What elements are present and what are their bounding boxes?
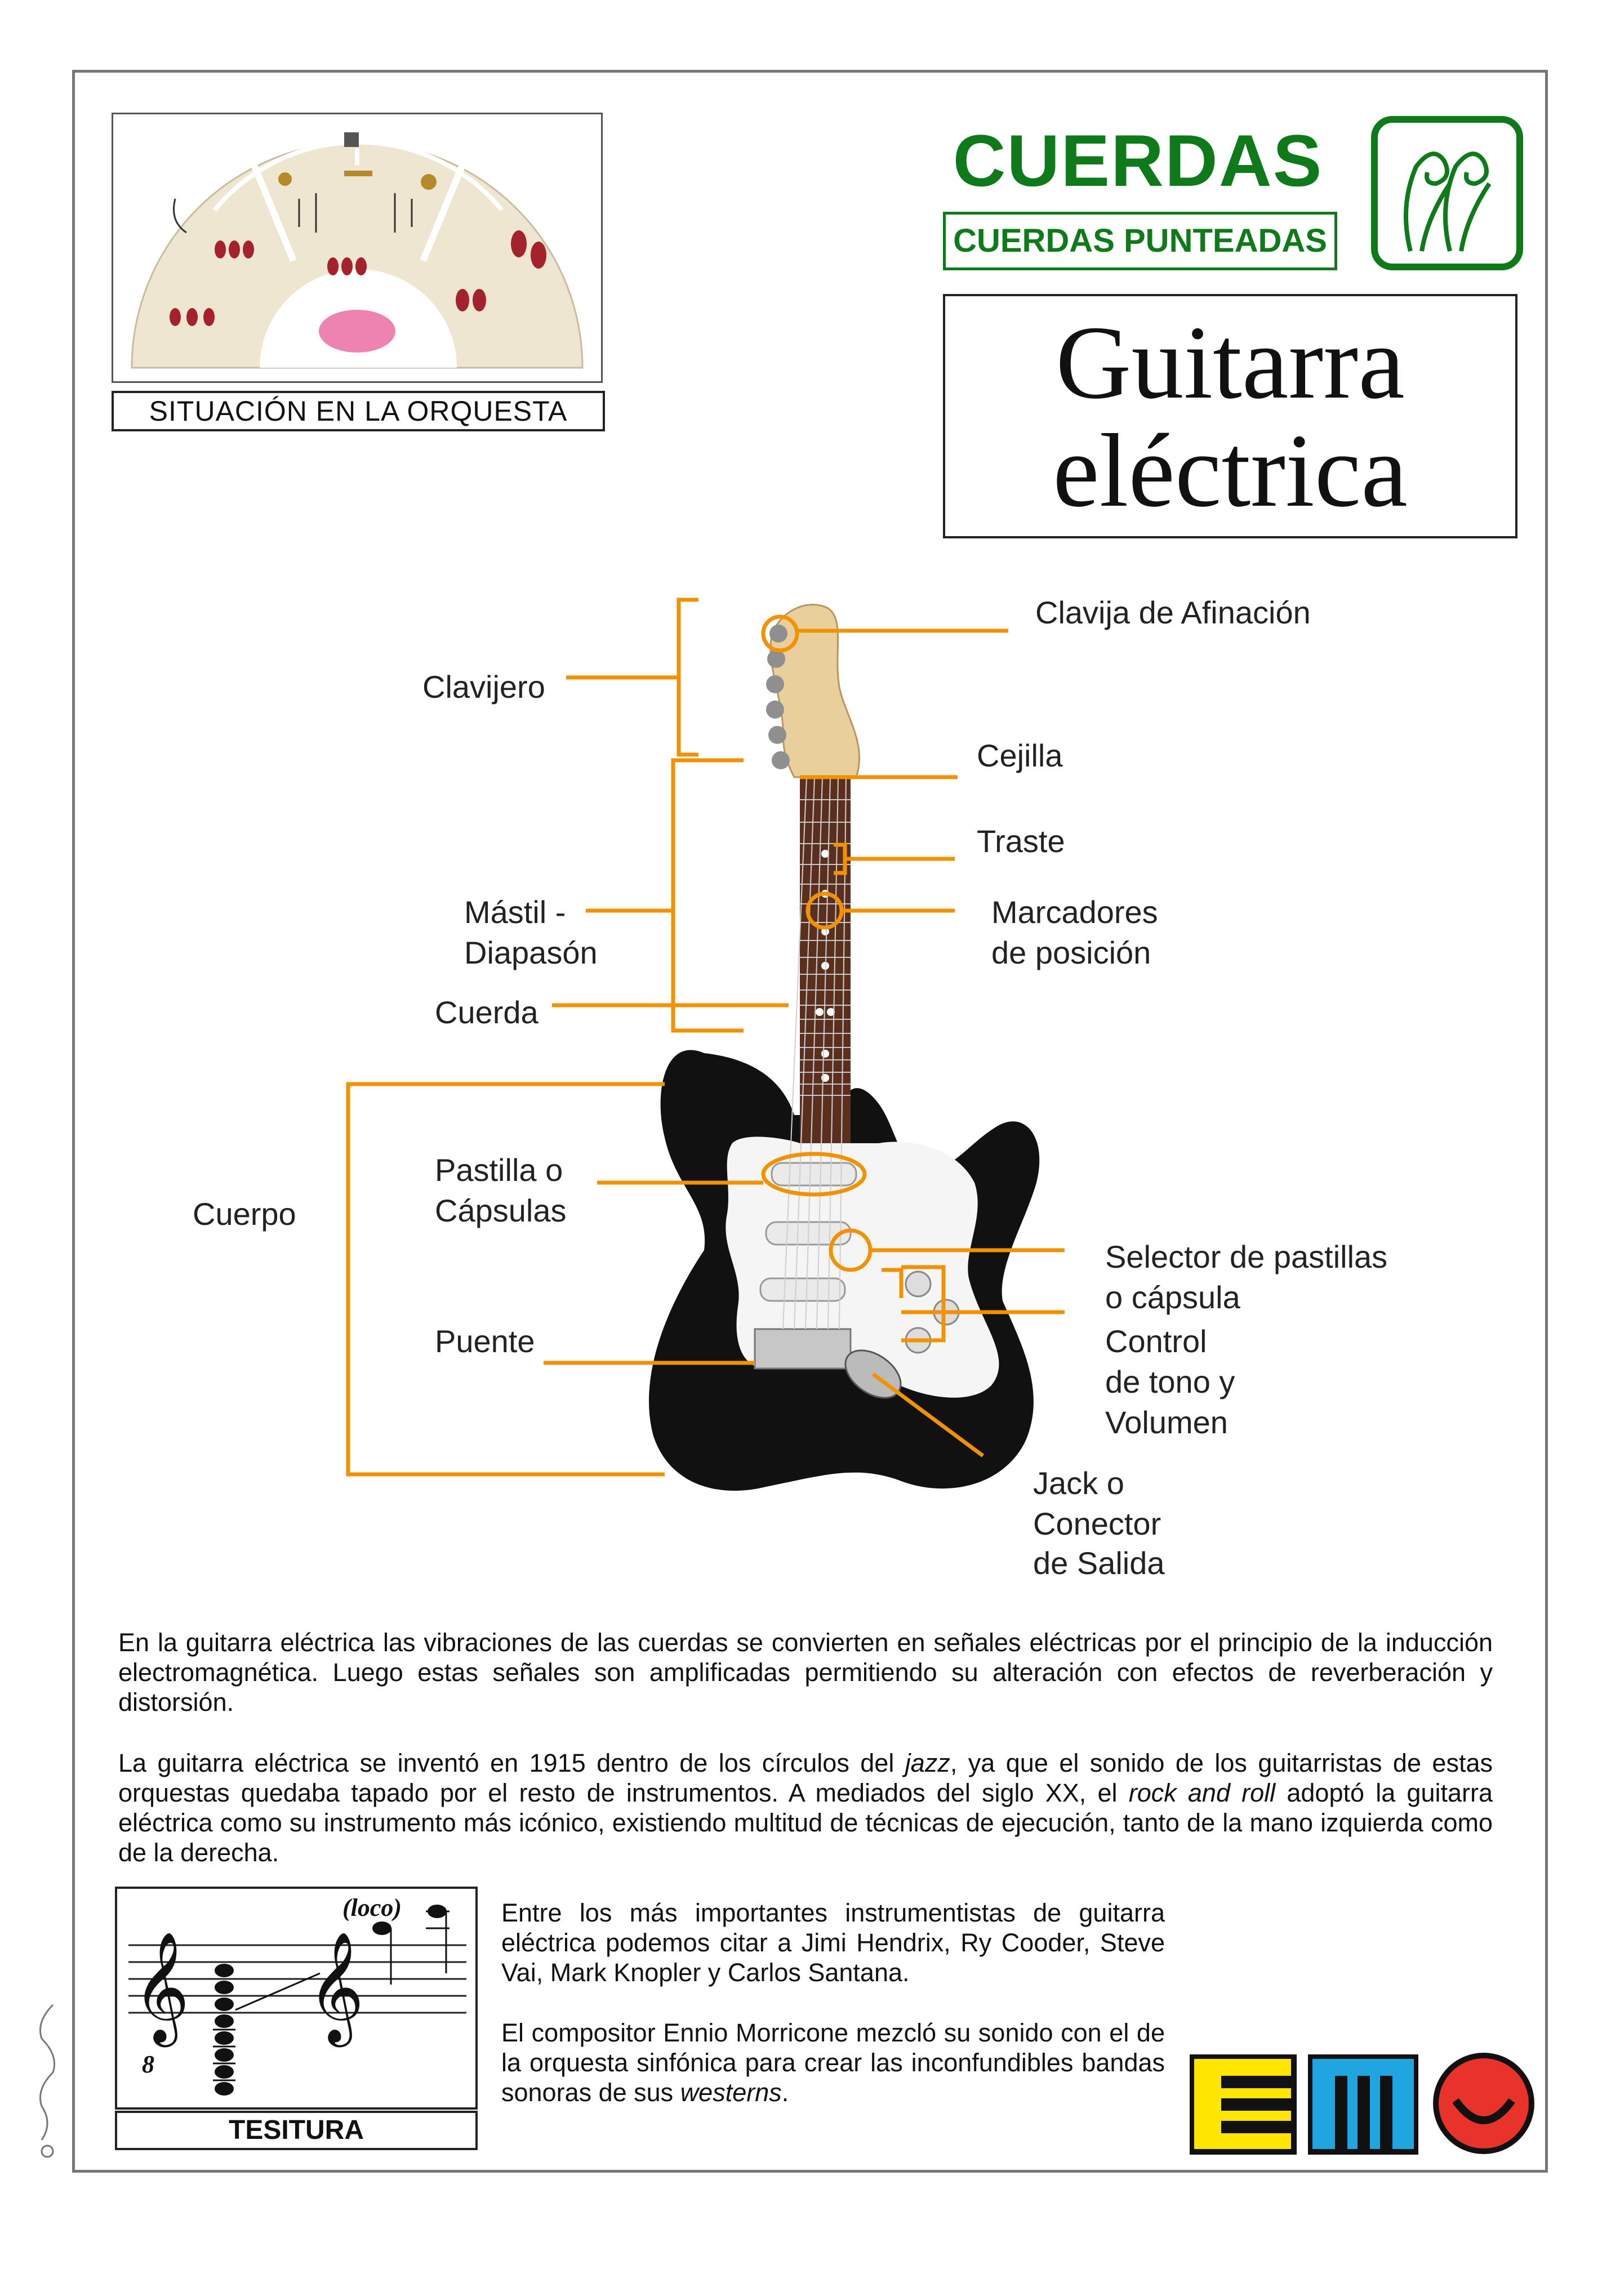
label-mastil-2: Diapasón bbox=[464, 935, 598, 970]
label-marcadores-2: de posición bbox=[991, 935, 1151, 970]
p2-text-b: , ya que el sonido de los guitarristas de estas orquestas quedaba tapado por el resto de instrumentos. A mediados del siglo XX, el bbox=[118, 1749, 1493, 1807]
treble-clef-icon-2: 𝄞 bbox=[308, 1931, 364, 2043]
strings-scroll-icon bbox=[1371, 116, 1523, 270]
label-cejilla: Cejilla bbox=[977, 738, 1063, 773]
orchestra-map bbox=[112, 113, 603, 383]
label-pastilla-2: Cápsulas bbox=[435, 1193, 567, 1228]
copyright-mark bbox=[30, 1971, 64, 2163]
label-jack-1: Jack o bbox=[1033, 1465, 1124, 1501]
label-traste: Traste bbox=[977, 823, 1065, 859]
p2-jazz: jazz bbox=[905, 1749, 950, 1777]
label-clavijero: Clavijero bbox=[422, 669, 545, 705]
label-puente: Puente bbox=[435, 1323, 535, 1359]
emo-logo bbox=[1187, 2044, 1542, 2160]
label-clavija: Clavija de Afinación bbox=[1035, 595, 1311, 630]
subfamily-badge: CUERDAS PUNTEADAS bbox=[943, 212, 1337, 270]
label-marcadores-1: Marcadores bbox=[991, 894, 1158, 930]
p2-text-a: La guitarra eléctrica se inventó en 1915 dentro de los círculos del bbox=[118, 1749, 905, 1777]
bridge bbox=[755, 1329, 851, 1368]
label-control-1: Control bbox=[1105, 1323, 1207, 1359]
p4-text-a: El compositor Ennio Morricone mezcló su sonido con el de la orquesta sinfónica para crear las inconfundibles bandas sonoras de sus bbox=[501, 2018, 1165, 2107]
label-jack-3: de Salida bbox=[1033, 1545, 1165, 1581]
paragraph-2 bbox=[118, 1748, 1493, 1867]
side-text bbox=[501, 1898, 1165, 2138]
p4-text-b: . bbox=[781, 2078, 789, 2107]
treble-clef-icon: 𝄞 bbox=[133, 1931, 190, 2043]
guitar-diagram bbox=[169, 574, 1465, 1588]
label-mastil-1: Mástil - bbox=[464, 894, 566, 930]
label-selector-2: o cápsula bbox=[1105, 1279, 1240, 1315]
label-control-3: Volumen bbox=[1105, 1405, 1228, 1440]
conductor-mark bbox=[319, 310, 395, 353]
label-jack-2: Conector bbox=[1033, 1506, 1161, 1541]
p4-westerns: westerns bbox=[680, 2078, 782, 2107]
title-line-1: Guitarra bbox=[1056, 305, 1405, 421]
paragraph-1: En la guitarra eléctrica las vibraciones de las cuerdas se convierten en señales eléctricas por el principio de la inducción electromagnética. Luego estas señales son amplificadas permitiendo su alteración con efectos de reverberación y distorsión. bbox=[118, 1628, 1493, 1717]
family-title: CUERDAS bbox=[953, 119, 1323, 202]
instrument-title bbox=[943, 294, 1517, 538]
label-selector-1: Selector de pastillas bbox=[1105, 1239, 1388, 1274]
tesitura-label: TESITURA bbox=[115, 2111, 478, 2150]
label-cuerpo: Cuerpo bbox=[193, 1196, 296, 1232]
loco-mark: (loco) bbox=[342, 1894, 402, 1921]
title-line-2: eléctrica bbox=[1053, 413, 1408, 529]
paragraph-4 bbox=[501, 2018, 1165, 2107]
label-cuerda: Cuerda bbox=[435, 995, 538, 1030]
orchestra-label: SITUACIÓN EN LA ORQUESTA bbox=[112, 391, 605, 431]
label-control-2: de tono y bbox=[1105, 1364, 1235, 1399]
octave-mark: 8 bbox=[142, 2050, 154, 2078]
description-text bbox=[118, 1628, 1493, 1898]
label-pastilla-1: Pastilla o bbox=[435, 1152, 563, 1188]
paragraph-3: Entre los más importantes instrumentistas de guitarra eléctrica podemos citar a Jimi Hendrix, Ry Cooder, Steve Vai, Mark Knopler y Carlos Santana. bbox=[501, 1898, 1165, 1987]
p2-text-c: adoptó la guitarra eléctrica como su instrumento más icónico, existiendo multitud de técnicas de ejecución, tanto de la mano izquierda como de la derecha. bbox=[118, 1778, 1493, 1867]
p2-rock: rock and roll bbox=[1128, 1778, 1276, 1807]
tesitura-staff bbox=[115, 1887, 478, 2110]
